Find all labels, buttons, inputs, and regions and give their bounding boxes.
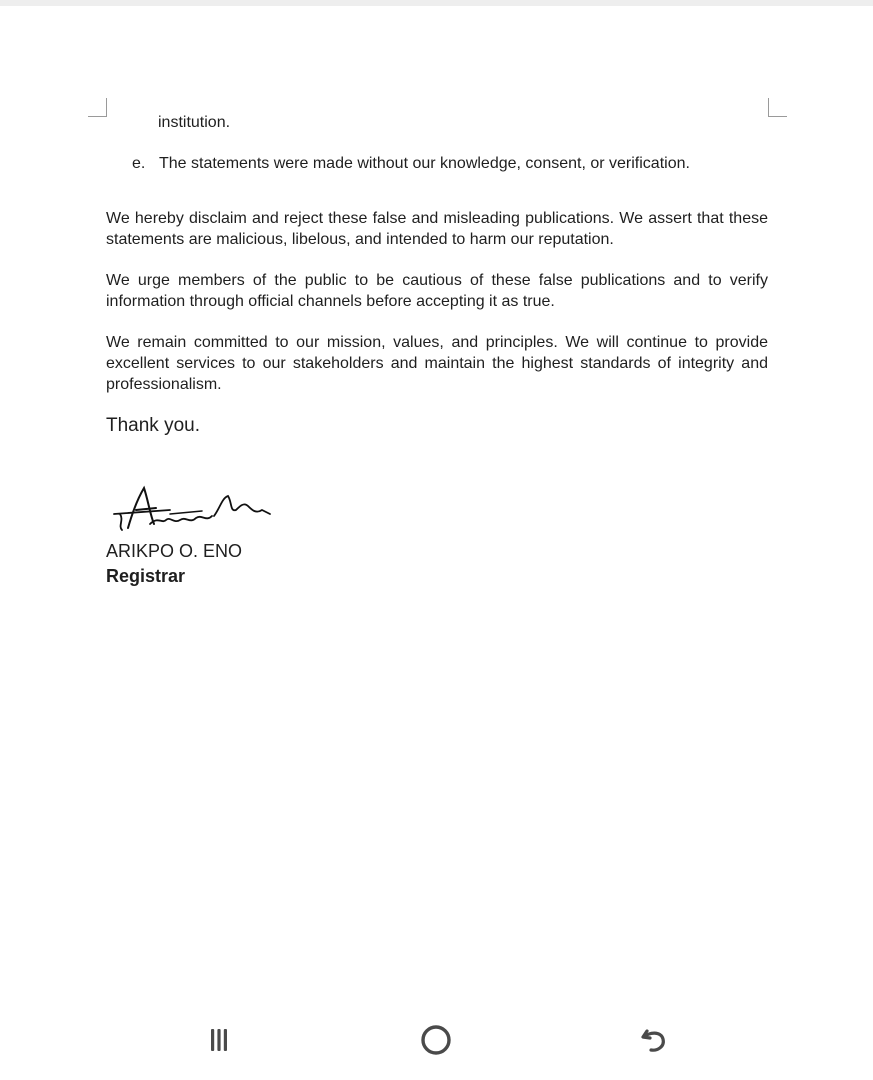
crop-mark-left [88,98,107,117]
signatory-name: ARIKPO O. ENO [106,541,243,561]
closing-text: Thank you. [106,415,200,436]
paragraph-commitment: We remain committed to our mission, values, and principles. We will continue to provide excellent services to our stakeholders and maintain the highest standards of integrity and professionalism. [106,334,768,393]
continuation-line: institution. [158,114,231,131]
paragraph-disclaimer: We hereby disclaim and reject these false and misleading publications. We assert that these statements are malicious, libelous, and intended to harm our reputation. [106,210,768,248]
back-button[interactable] [629,1018,679,1062]
handwritten-signature [110,480,280,542]
list-marker: e. [132,155,146,172]
signatory-title: Registrar [106,566,186,586]
home-icon [419,1023,453,1057]
recent-apps-icon [204,1025,234,1055]
home-button[interactable] [411,1018,461,1062]
recent-apps-button[interactable] [194,1018,244,1062]
android-navigation-bar [0,1000,873,1080]
list-item-e [132,153,772,174]
list-item-text: The statements were made without our knowledge, consent, or verification. [159,155,690,172]
back-icon [637,1023,671,1057]
crop-mark-right [768,98,787,117]
paragraph-caution: We urge members of the public to be cautious of these false publications and to verify information through official channels before accepting it as true. [106,272,768,310]
